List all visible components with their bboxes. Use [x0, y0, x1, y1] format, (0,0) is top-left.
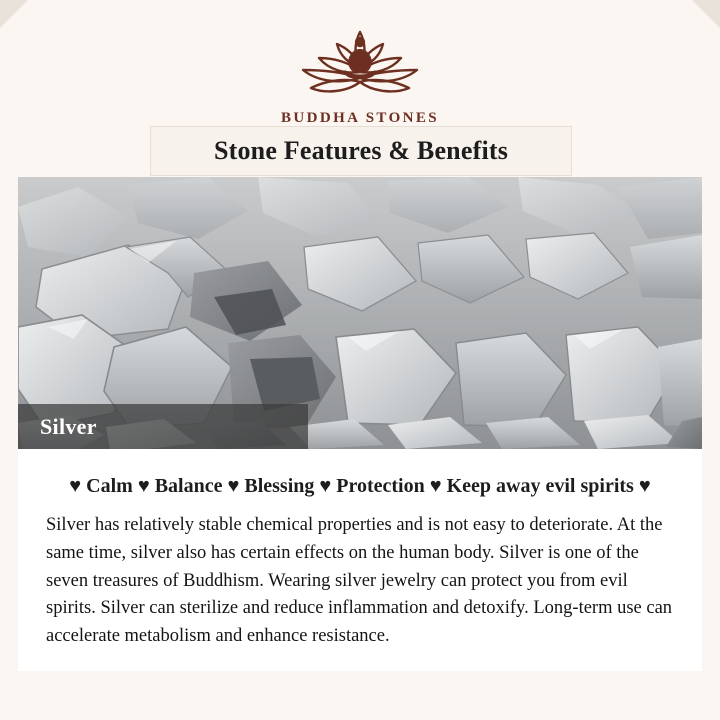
stone-keywords: ♥ Calm ♥ Balance ♥ Blessing ♥ Protection ♥ Keep away evil spirits ♥ — [69, 475, 651, 497]
page-title: Stone Features & Benefits — [213, 136, 509, 165]
brand-logo — [0, 26, 720, 127]
stone-description-panel — [18, 449, 702, 671]
bottom-margin-strip — [0, 671, 720, 720]
section-title-band — [150, 126, 572, 176]
corner-decoration-top-left — [0, 0, 28, 28]
lotus-meditation-icon — [285, 26, 435, 104]
brand-name: BUDDHA STONES — [280, 110, 440, 126]
corner-decoration-top-right — [692, 0, 720, 28]
stone-description: Silver has relatively stable chemical properties and is not easy to deteriorate. At the same time, silver also has certain effects on the human body. Silver is one of the seven treasures of Buddhism. Wearing silver jewelry can protect you from evil spirits. Silver can sterilize and reduce inflammation and detoxify. Long-term use can accelerate metabolism and enhance resistance. — [46, 515, 673, 646]
stone-name-bar — [18, 404, 308, 449]
stone-name: Silver — [40, 413, 97, 439]
